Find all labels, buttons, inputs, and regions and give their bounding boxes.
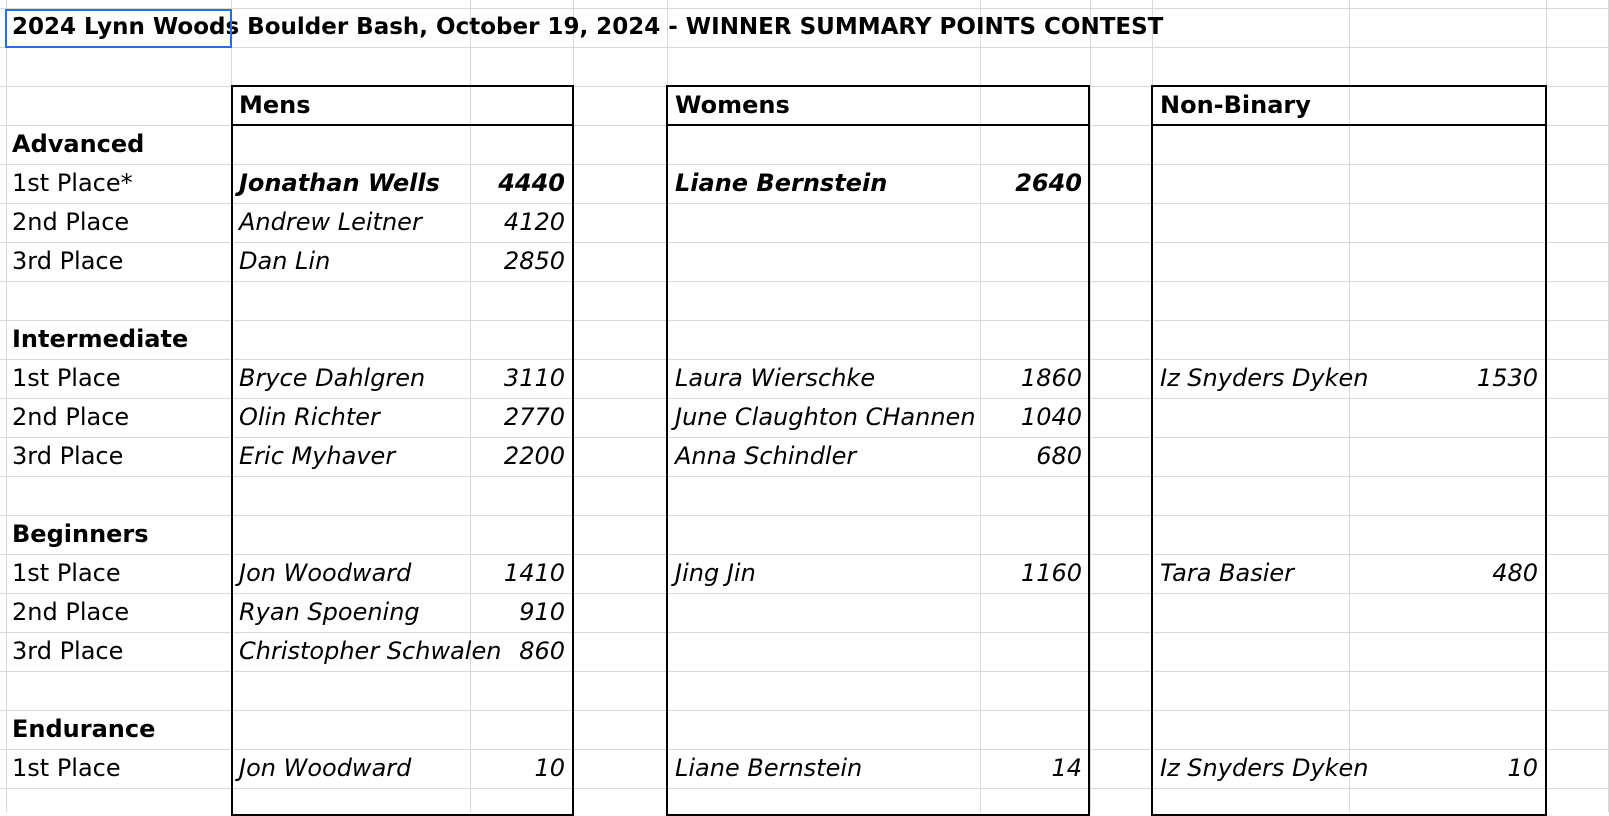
womens-winner-score[interactable]: 680 xyxy=(1036,442,1082,470)
place-label[interactable]: 3rd Place xyxy=(12,247,124,275)
mens-box xyxy=(231,85,574,816)
womens-winner-name[interactable]: Anna Schindler xyxy=(675,442,857,470)
womens-winner-name[interactable]: Liane Bernstein xyxy=(675,754,863,782)
mens-winner-name[interactable]: Andrew Leitner xyxy=(239,208,422,236)
mens-winner-name[interactable]: Eric Myhaver xyxy=(239,442,396,470)
place-label[interactable]: 1st Place xyxy=(12,754,121,782)
nonbinary-winner-score[interactable]: 1530 xyxy=(1476,364,1538,392)
section-label[interactable]: Beginners xyxy=(12,520,149,548)
mens-winner-name[interactable]: Jonathan Wells xyxy=(239,169,440,197)
womens-winner-name[interactable]: Jing Jin xyxy=(675,559,756,587)
nonbinary-winner-score[interactable]: 10 xyxy=(1507,754,1538,782)
nonbinary-box xyxy=(1151,85,1547,816)
womens-winner-score[interactable]: 1040 xyxy=(1020,403,1082,431)
mens-winner-name[interactable]: Christopher Schwalen xyxy=(239,637,502,665)
mens-winner-name[interactable]: Jon Woodward xyxy=(239,559,412,587)
mens-winner-name[interactable]: Olin Richter xyxy=(239,403,380,431)
header-mens[interactable]: Mens xyxy=(239,91,311,119)
place-label[interactable]: 1st Place* xyxy=(12,169,133,197)
mens-winner-score[interactable]: 2200 xyxy=(503,442,565,470)
mens-winner-name[interactable]: Dan Lin xyxy=(239,247,331,275)
gridline-vertical xyxy=(1090,0,1091,812)
womens-winner-score[interactable]: 1860 xyxy=(1020,364,1082,392)
active-cell-selection[interactable] xyxy=(5,9,232,48)
mens-winner-score[interactable]: 3110 xyxy=(503,364,565,392)
mens-winner-score[interactable]: 2770 xyxy=(503,403,565,431)
mens-winner-name[interactable]: Jon Woodward xyxy=(239,754,412,782)
place-label[interactable]: 2nd Place xyxy=(12,403,130,431)
header-womens[interactable]: Womens xyxy=(675,91,790,119)
mens-box-header-divider xyxy=(231,124,574,126)
place-label[interactable]: 3rd Place xyxy=(12,637,124,665)
mens-winner-score[interactable]: 910 xyxy=(519,598,565,626)
nonbinary-winner-name[interactable]: Iz Snyders Dyken xyxy=(1160,364,1369,392)
mens-winner-score[interactable]: 2850 xyxy=(503,247,565,275)
mens-winner-name[interactable]: Ryan Spoening xyxy=(239,598,420,626)
womens-winner-score[interactable]: 14 xyxy=(1051,754,1082,782)
womens-winner-score[interactable]: 1160 xyxy=(1020,559,1082,587)
womens-box xyxy=(666,85,1090,816)
nonbinary-box-header-divider xyxy=(1151,124,1547,126)
mens-winner-score[interactable]: 4440 xyxy=(498,169,565,197)
womens-winner-name[interactable]: Liane Bernstein xyxy=(675,169,888,197)
mens-winner-score[interactable]: 10 xyxy=(534,754,565,782)
nonbinary-winner-score[interactable]: 480 xyxy=(1492,559,1538,587)
womens-winner-name[interactable]: June Claughton CHannen xyxy=(675,403,976,431)
gridline-horizontal xyxy=(0,47,1608,48)
place-label[interactable]: 1st Place xyxy=(12,559,121,587)
place-label[interactable]: 3rd Place xyxy=(12,442,124,470)
section-label[interactable]: Advanced xyxy=(12,130,145,158)
mens-winner-name[interactable]: Bryce Dahlgren xyxy=(239,364,426,392)
header-nonbinary[interactable]: Non-Binary xyxy=(1160,91,1311,119)
section-label[interactable]: Endurance xyxy=(12,715,156,743)
womens-winner-name[interactable]: Laura Wierschke xyxy=(675,364,876,392)
womens-box-header-divider xyxy=(666,124,1090,126)
place-label[interactable]: 2nd Place xyxy=(12,598,130,626)
nonbinary-winner-name[interactable]: Tara Basier xyxy=(1160,559,1295,587)
mens-winner-score[interactable]: 1410 xyxy=(503,559,565,587)
sheet-title[interactable]: 2024 Lynn Woods Boulder Bash, October 19, 2024 - WINNER SUMMARY POINTS CONTEST xyxy=(12,14,1164,40)
mens-winner-score[interactable]: 860 xyxy=(519,637,565,665)
place-label[interactable]: 2nd Place xyxy=(12,208,130,236)
mens-winner-score[interactable]: 4120 xyxy=(503,208,565,236)
section-label[interactable]: Intermediate xyxy=(12,325,189,353)
place-label[interactable]: 1st Place xyxy=(12,364,121,392)
womens-winner-score[interactable]: 2640 xyxy=(1015,169,1082,197)
nonbinary-winner-name[interactable]: Iz Snyders Dyken xyxy=(1160,754,1369,782)
